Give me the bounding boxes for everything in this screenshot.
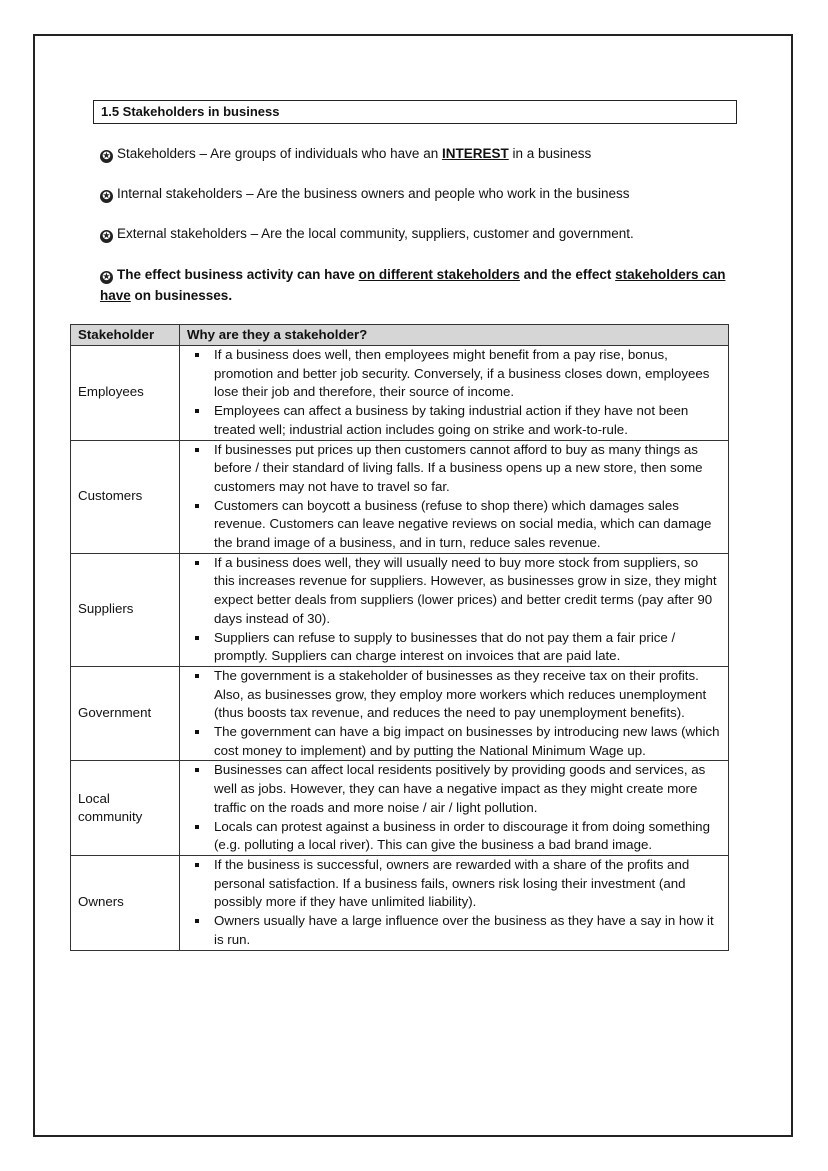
stakeholder-cell: Customers xyxy=(71,440,180,553)
stakeholder-table xyxy=(70,324,729,951)
reasons-cell xyxy=(180,440,729,553)
reasons-cell xyxy=(180,553,729,666)
definition-external: ✪ External stakeholders – Are the local community, suppliers, customer and government. xyxy=(100,224,634,243)
list-item: Customers can boycott a business (refuse to shop there) which damages sales revenue. Customers can leave negative reviews on social media, which can damage the brand image of a business, and in turn, reduce sales revenue. xyxy=(186,497,722,553)
star-bullet-icon: ✪ xyxy=(100,150,113,163)
stakeholder-cell: Local community xyxy=(71,761,180,856)
column-header-stakeholder: Stakeholder xyxy=(71,325,180,346)
table-row xyxy=(71,666,729,761)
reasons-cell xyxy=(180,346,729,441)
reasons-cell xyxy=(180,855,729,950)
definition-stakeholders: ✪ Stakeholders – Are groups of individuals who have an INTEREST in a business xyxy=(100,144,591,163)
table-row xyxy=(71,855,729,950)
table-row xyxy=(71,553,729,666)
list-item: The government can have a big impact on businesses by introducing new laws (which cost money to implement) and by putting the National Minimum Wage up. xyxy=(186,723,722,760)
section-title: 1.5 Stakeholders in business xyxy=(93,100,737,124)
stakeholder-cell: Suppliers xyxy=(71,553,180,666)
star-bullet-icon: ✪ xyxy=(100,230,113,243)
stakeholder-cell: Employees xyxy=(71,346,180,441)
reasons-cell xyxy=(180,666,729,761)
list-item: Owners usually have a large influence over the business as they have a say in how it is run. xyxy=(186,912,722,949)
list-item: If a business does well, they will usually need to buy more stock from suppliers, so this increases revenue for suppliers. However, as businesses grow in size, they might expect better deals from suppliers (lower prices) and better credit terms (pay after 90 days instead of 30). xyxy=(186,554,722,629)
reasons-cell xyxy=(180,761,729,856)
effect-statement: ✪ The effect business activity can have on different stakeholders and the effect stakeholders can have on businesses. xyxy=(100,267,726,303)
list-item: If the business is successful, owners are rewarded with a share of the profits and personal satisfaction. If a business fails, owners risk losing their investment (and possibly more if they have unlimited liability). xyxy=(186,856,722,912)
table-row xyxy=(71,440,729,553)
table-header-row xyxy=(71,325,729,346)
stakeholder-cell: Owners xyxy=(71,855,180,950)
list-item: Businesses can affect local residents positively by providing goods and services, as well as jobs. However, they can have a negative impact as they might create more traffic on the roads and more noise / air / light pollution. xyxy=(186,761,722,817)
star-bullet-icon: ✪ xyxy=(100,190,113,203)
column-header-reason: Why are they a stakeholder? xyxy=(180,325,729,346)
star-bullet-icon: ✪ xyxy=(100,271,113,284)
definition-internal: ✪ Internal stakeholders – Are the business owners and people who work in the business xyxy=(100,184,630,203)
table-row xyxy=(71,761,729,856)
table-row xyxy=(71,346,729,441)
stakeholder-cell: Government xyxy=(71,666,180,761)
list-item: Employees can affect a business by taking industrial action if they have not been treated well; industrial action includes going on strike and work-to-rule. xyxy=(186,402,722,439)
list-item: The government is a stakeholder of businesses as they receive tax on their profits. Also, as businesses grow, they employ more workers which reduces unemployment (thus boosts tax revenue, and reduces the need to pay unemployment benefits). xyxy=(186,667,722,723)
list-item: If a business does well, then employees might benefit from a pay rise, bonus, promotion and better job security. Conversely, if a business closes down, employees lose their job and therefore, their source of income. xyxy=(186,346,722,402)
list-item: Suppliers can refuse to supply to businesses that do not pay them a fair price / promptly. Suppliers can charge interest on invoices that are paid late. xyxy=(186,629,722,666)
list-item: If businesses put prices up then customers cannot afford to buy as many things as before / their standard of living falls. If a business opens up a new store, then some customers may not have to travel so far. xyxy=(186,441,722,497)
list-item: Locals can protest against a business in order to discourage it from doing something (e.g. polluting a local river). This can give the business a bad brand image. xyxy=(186,818,722,855)
